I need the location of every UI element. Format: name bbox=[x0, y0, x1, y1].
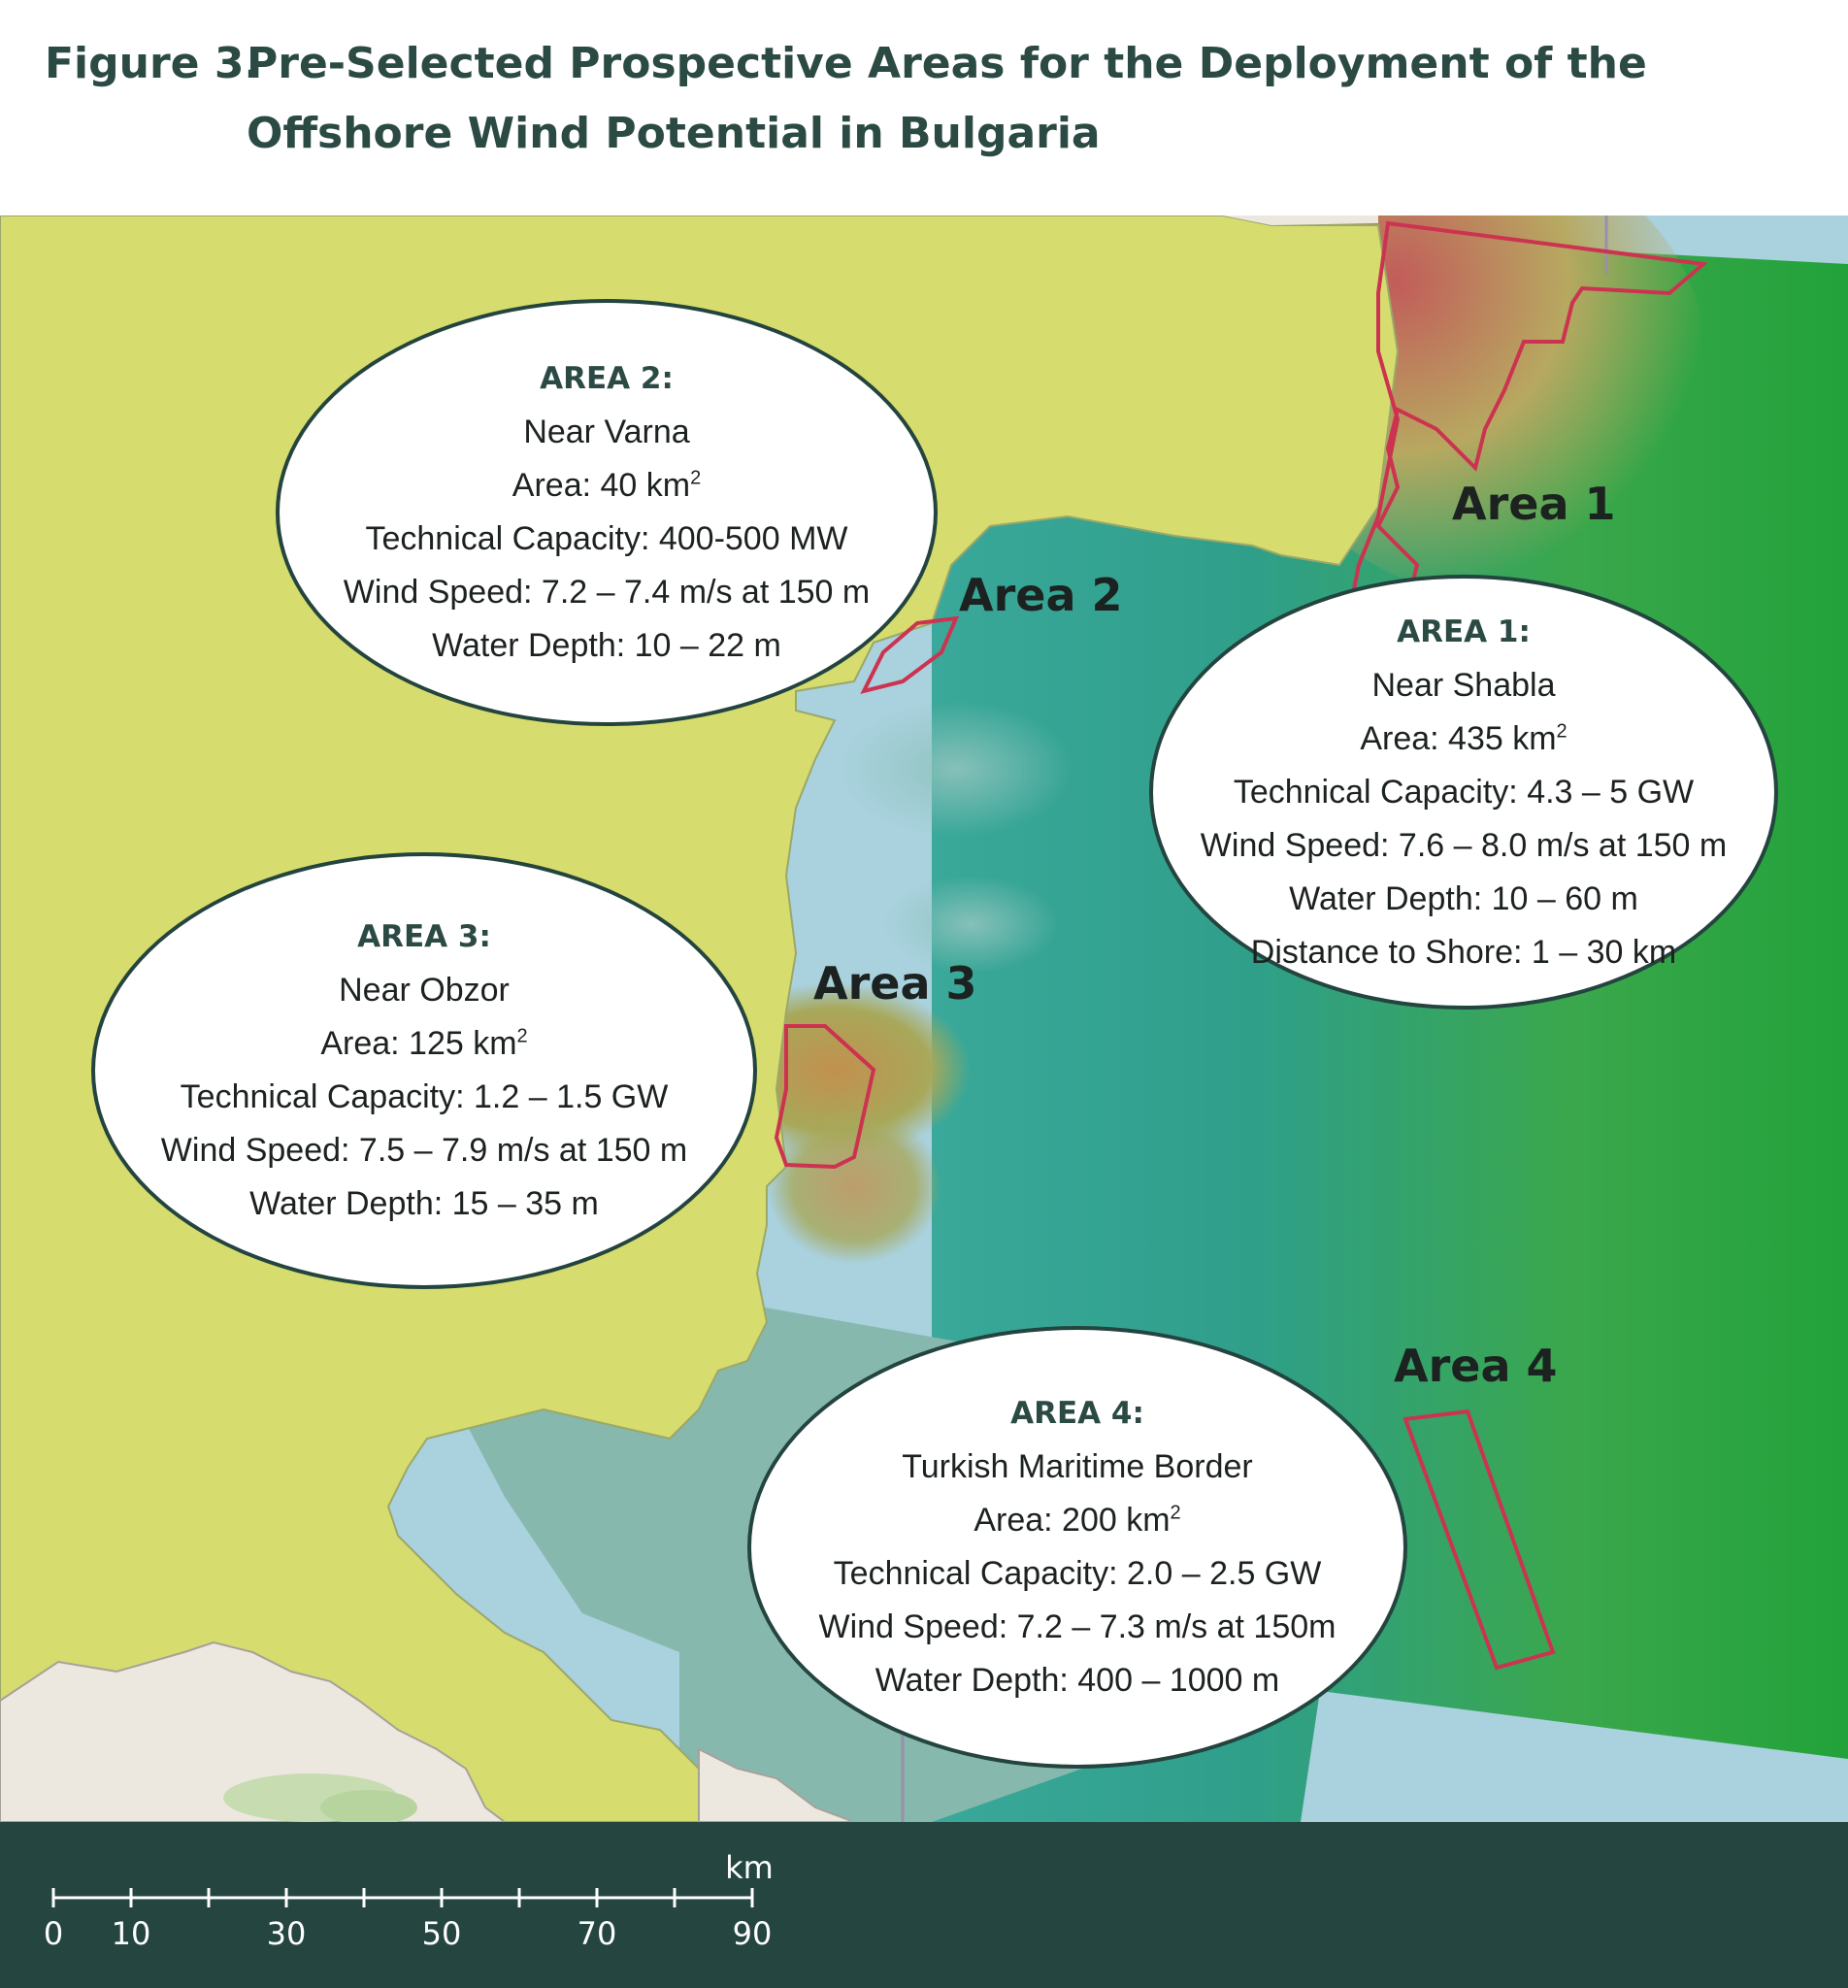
area-3-location: Near Obzor bbox=[339, 972, 510, 1009]
area-4-wind: Wind Speed: 7.2 – 7.3 m/s at 150m bbox=[818, 1608, 1336, 1645]
area-3-depth: Water Depth: 15 – 35 m bbox=[249, 1185, 599, 1222]
area-4-callout bbox=[747, 1326, 1407, 1769]
scale-label-0: 0 bbox=[43, 1915, 64, 1952]
scale-label-10: 10 bbox=[111, 1915, 151, 1952]
scale-label-90: 90 bbox=[732, 1915, 773, 1952]
area-2-callout bbox=[276, 299, 938, 726]
area-1-size: Area: 435 $km^2$ bbox=[1360, 719, 1568, 757]
area-4-label: Area 4 bbox=[1394, 1340, 1558, 1392]
area-2-heading: AREA 2: bbox=[540, 361, 674, 396]
area-4-capacity: Technical Capacity: 2.0 – 2.5 GW bbox=[833, 1555, 1322, 1592]
area-1-location: Near Shabla bbox=[1371, 666, 1556, 704]
area-1-wind: Wind Speed: 7.6 – 8.0 m/s at 150 m bbox=[1200, 826, 1728, 864]
area-2-capacity: Technical Capacity: 400-500 MW bbox=[365, 520, 848, 557]
area-4-depth: Water Depth: 400 – 1000 m bbox=[874, 1662, 1280, 1699]
area-3-heading: AREA 3: bbox=[357, 919, 491, 954]
area-3-size: Area: 125 $km^2$ bbox=[320, 1025, 528, 1062]
area-3-callout bbox=[91, 852, 757, 1289]
area-2-location: Near Varna bbox=[523, 414, 690, 450]
scale-bar-panel bbox=[0, 1822, 1848, 1988]
area-2-wind: Wind Speed: 7.2 – 7.4 m/s at 150 m bbox=[343, 574, 871, 611]
figure-number: Figure 3. bbox=[45, 39, 261, 88]
area-4-size: Area: 200 $km^2$ bbox=[974, 1502, 1181, 1539]
scale-unit: km bbox=[725, 1849, 774, 1886]
area-1-distance: Distance to Shore: 1 – 30 km bbox=[1250, 933, 1677, 971]
area-1-heading: AREA 1: bbox=[1397, 613, 1531, 649]
area-1-capacity: Technical Capacity: 4.3 – 5 GW bbox=[1233, 773, 1695, 811]
map-panel bbox=[0, 215, 1848, 1822]
area-1-label: Area 1 bbox=[1452, 478, 1616, 530]
scale-label-30: 30 bbox=[266, 1915, 307, 1952]
area-2-label: Area 2 bbox=[959, 569, 1123, 621]
area-4-heading: AREA 4: bbox=[1010, 1396, 1144, 1431]
scale-label-70: 70 bbox=[577, 1915, 617, 1952]
area-2-size: Area: 40 $km^2$ bbox=[512, 467, 702, 504]
area-1-depth: Water Depth: 10 – 60 m bbox=[1289, 879, 1638, 917]
area-1-callout bbox=[1149, 575, 1778, 1010]
figure-title-text: Pre-Selected Prospective Areas for the Deployment of the Offshore Wind Potential in Bulgaria bbox=[247, 39, 1647, 158]
scale-label-50: 50 bbox=[421, 1915, 462, 1952]
area-3-label: Area 3 bbox=[813, 957, 977, 1010]
area-4-location: Turkish Maritime Border bbox=[902, 1448, 1253, 1485]
area-2-depth: Water Depth: 10 – 22 m bbox=[432, 627, 781, 664]
area-3-wind: Wind Speed: 7.5 – 7.9 m/s at 150 m bbox=[160, 1132, 688, 1169]
area-3-capacity: Technical Capacity: 1.2 – 1.5 GW bbox=[180, 1078, 669, 1115]
